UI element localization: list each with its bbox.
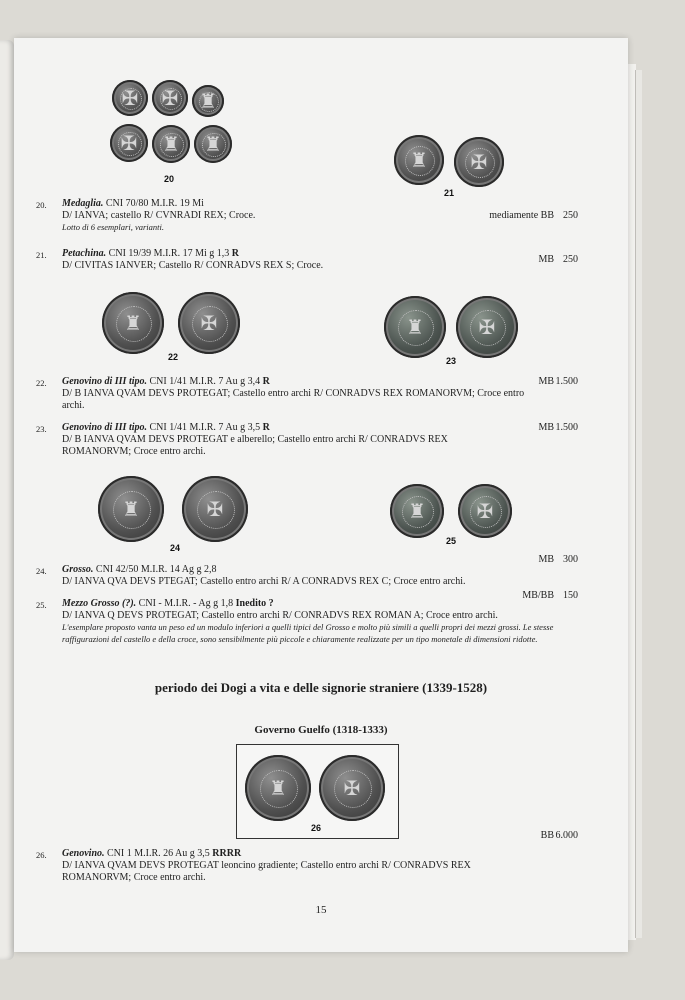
plate-number: 21 [444,188,455,198]
coin-obverse-image [390,484,444,538]
coin-reverse-image [454,137,504,187]
lot-rarity: R [262,422,270,433]
lot-title: Medaglia. [62,198,104,209]
lot-reference: CNI 1/41 M.I.R. 7 Au g 3,5 [149,422,261,433]
lot-rarity: R [231,248,239,259]
page-stack-edge-inner [635,70,642,938]
lot-title: Petachina. [62,248,107,259]
lot-grade: MB [538,376,554,387]
lot-price: 150 [563,590,578,601]
lot-note: Lotto di 6 esemplari, varianti. [62,222,164,232]
lot-number: 20. [36,200,47,210]
lot-grade: MB [538,422,554,433]
plate-number: 22 [168,352,179,362]
lot-title: Mezzo Grosso (?). [62,598,137,609]
lot-price: 1.500 [555,376,578,387]
lot-entry [36,598,596,646]
lot-price: 250 [563,254,578,265]
lot-description: D/ B IANVA QVAM DEVS PROTEGAT e alberello; Castello entro archi R/ CONRADVS REX ROMANORVM; Croce entro archi. [62,434,448,457]
lot-description: D/ IANVA QVAM DEVS PROTEGAT leoncino gradiente; Castello entro archi R/ CONRADVS REX ROMANORVM; Croce entro archi. [62,860,471,883]
lot-number: 26. [36,850,47,860]
left-page-edge [0,40,14,960]
coin-image [192,85,224,117]
lot-price: 6.000 [555,830,578,841]
plate-number: 24 [170,543,181,553]
lot-grade: MB [538,554,554,565]
page-number: 15 [315,904,327,916]
coin-image [110,124,148,162]
coin-reverse-image [182,476,248,542]
coin-obverse-image [245,755,311,821]
plate-number: 20 [164,174,175,184]
coin-reverse-image [458,484,512,538]
lot-price: 300 [563,554,578,565]
lot-note: L'esemplare proposto vanta un peso ed un modulo inferiori a quelli tipici del Grosso e molto più simili a quelli propri dei mezzi grossi. Le stesse raffigurazioni del castello e della croce, sono sensibilmente più piccole e chiaramente realizzate per un tipo monetale di dimensioni ridotte. [62,622,554,644]
lot-grade: MB/BB [522,590,554,601]
lot-rarity: Inedito ? [235,598,274,609]
plate-number: 23 [446,356,457,366]
coin-image [112,80,148,116]
lot-title: Genovino di III tipo. [62,376,148,387]
coin-reverse-image [456,296,518,358]
coin-obverse-image [102,292,164,354]
lot-number: 25. [36,600,47,610]
lot-entry [36,564,596,588]
lot-reference: CNI 1 M.I.R. 26 Au g 3,5 [107,848,210,859]
plate-frame [236,744,399,839]
lot-grade: BB [540,830,554,841]
coin-obverse-image [98,476,164,542]
lot-grade: MB [538,254,554,265]
catalog-page [14,38,628,952]
lot-reference: CNI 42/50 M.I.R. 14 Ag g 2,8 [95,564,217,575]
lot-description: D/ IANVA QVA DEVS PTEGAT; Castello entro archi R/ A CONRADVS REX C; Croce entro archi. [62,576,466,587]
lot-number: 22. [36,378,47,388]
plate-number: 26 [311,823,322,833]
plate-number: 25 [446,536,457,546]
lot-description: D/ IANVA Q DEVS PROTEGAT; Castello entro archi R/ CONRADVS REX ROMAN A; Croce entro archi. [62,610,498,621]
lot-title: Genovino. [62,848,105,859]
period-heading: periodo dei Dogi a vita e delle signorie straniere (1339-1528) [154,680,488,695]
lot-entry [36,848,596,884]
section-heading: Governo Guelfo (1318-1333) [254,724,388,736]
lot-number: 24. [36,566,47,576]
coin-reverse-image [178,292,240,354]
lot-reference: CNI 19/39 M.I.R. 17 Mi g 1,3 [108,248,230,259]
lot-price: 1.500 [555,422,578,433]
lot-number: 23. [36,424,47,434]
coin-image [152,125,190,163]
coin-reverse-image [319,755,385,821]
lot-rarity: RRRR [212,848,242,859]
coin-obverse-image [394,135,444,185]
lot-title: Grosso. [62,564,94,575]
lot-reference: CNI - M.I.R. - Ag g 1,8 [138,598,234,609]
lot-price: 250 [563,210,578,221]
coin-obverse-image [384,296,446,358]
lot-number: 21. [36,250,47,260]
lot-description: D/ CIVITAS IANVER; Castello R/ CONRADVS REX S; Croce. [62,260,324,271]
lot-grade: mediamente BB [489,210,554,221]
lot-description: D/ B IANVA QVAM DEVS PROTEGAT; Castello entro archi R/ CONRADVS REX ROMANORVM; Croce entro archi. [62,388,525,411]
lot-reference: CNI 1/41 M.I.R. 7 Au g 3,4 [149,376,261,387]
lot-rarity: R [262,376,270,387]
coin-image [194,125,232,163]
coin-image [152,80,188,116]
lot-reference: CNI 70/80 M.I.R. 19 Mi [105,198,204,209]
lot-description: D/ IANVA; castello R/ CVNRADI REX; Croce. [62,210,256,221]
lot-title: Genovino di III tipo. [62,422,148,433]
